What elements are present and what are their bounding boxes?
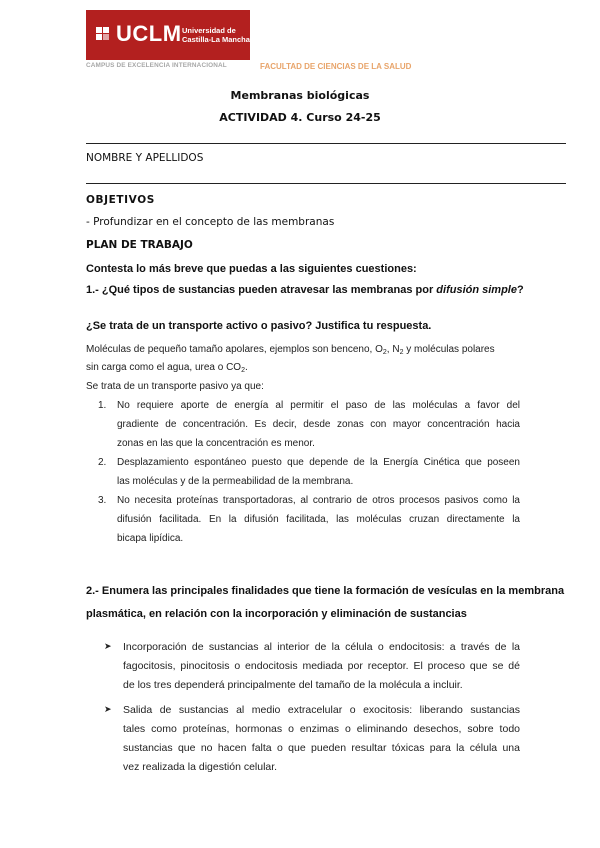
arrow-bullet-icon: ➤ [104, 705, 112, 715]
page-header [86, 10, 526, 74]
question-2-line-1: 2.- Enumera las principales finalidades que tiene la formación de vesículas en la membrana [86, 585, 565, 597]
logo-text: UCLM [116, 21, 182, 46]
bullet-line: Salida de sustancias al medio extracelular o exocitosis: liberando sustancias [123, 704, 520, 716]
divider-top [86, 143, 566, 144]
bullet-line: tales como proteínas, hormonas o enzimas o eliminando desechos, sobre todo [123, 723, 520, 735]
list-item-line: gradiente de concentración. Es decir, desde zonas con mayor concentración hacia [117, 419, 520, 430]
uclm-logo [86, 10, 250, 60]
question-1-sub: ¿Se trata de un transporte activo o pasivo? Justifica tu respuesta. [86, 320, 432, 332]
answer-1-line-3: Se trata de un transporte pasivo ya que: [86, 381, 264, 392]
list-item-line: bicapa lipídica. [117, 533, 184, 544]
uclm-emblem-icon [94, 23, 116, 45]
list-item-line: Desplazamiento espontáneo puesto que depende de la Energía Cinética que poseen [117, 457, 520, 468]
document-title: Membranas biológicas [230, 89, 370, 102]
bullet-line: sustancias que no hacen falta o que pueden resultar tóxicas para la célula una [123, 742, 520, 754]
list-number: 3. [98, 495, 107, 506]
answer-1-line-2: sin carga como el agua, urea o $CO_2$. [86, 362, 248, 374]
question-1: 1.- ¿Qué tipos de sustancias pueden atravesar las membranas por difusión simple? [86, 284, 524, 296]
arrow-bullet-icon: ➤ [104, 642, 112, 652]
divider-bottom [86, 183, 566, 184]
bullet-line: vez realizada la digestión celular. [123, 761, 278, 773]
instruction-text: Contesta lo más breve que puedas a las siguientes cuestiones: [86, 263, 417, 275]
list-number: 2. [98, 457, 107, 468]
objectives-heading: OBJETIVOS [86, 194, 155, 206]
name-label: NOMBRE Y APELLIDOS [86, 152, 204, 164]
faculty-name: FACULTAD DE CIENCIAS DE LA SALUD [260, 62, 412, 71]
bullet-line: fagocitosis, pinocitosis o endocitosis mediada por receptor. El proceso que se dé [123, 660, 520, 672]
answer-1-line-1: Moléculas de pequeño tamaño apolares, ejemplos son benceno, $O_2$, $N_2$ y moléculas polares [86, 344, 495, 356]
plan-heading: PLAN DE TRABAJO [86, 239, 193, 251]
campus-tagline: CAMPUS DE EXCELENCIA INTERNACIONAL [86, 62, 227, 69]
list-number: 1. [98, 400, 107, 411]
university-name: Universidad de Castilla-La Mancha [182, 26, 250, 44]
list-item-line: difusión facilitada. En la difusión facilitada, las moléculas cruzan directamente la [117, 514, 520, 525]
document-subtitle: ACTIVIDAD 4. Curso 24-25 [219, 111, 381, 124]
list-item-line: No requiere aporte de energía al permitir el paso de las moléculas a favor del [117, 400, 520, 411]
bullet-line: Incorporación de sustancias al interior de la célula o endocitosis: a través de la [123, 641, 520, 653]
list-item-line: las moléculas y de la permeabilidad de la membrana. [117, 476, 354, 487]
objectives-item: - Profundizar en el concepto de las membranas [86, 216, 335, 228]
list-item-line: No necesita proteínas transportadoras, al contrario de otros procesos pasivos como la [117, 495, 520, 506]
question-2-line-2: plasmática, en relación con la incorporación y eliminación de sustancias [86, 608, 467, 620]
bullet-line: de los tres dependerá principalmente del tamaño de la molécula a incluir. [123, 679, 463, 691]
list-item-line: zonas en las que la concentración es menor. [117, 438, 315, 449]
